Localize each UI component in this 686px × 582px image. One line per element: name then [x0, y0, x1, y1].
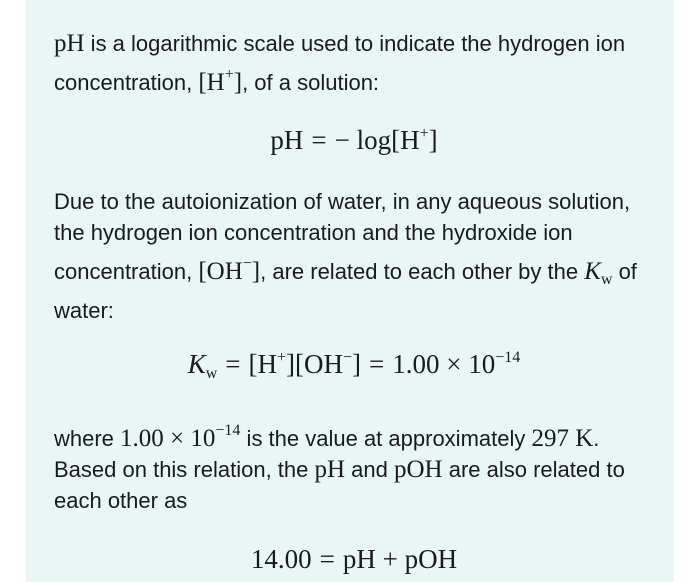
intro-paragraph [54, 28, 654, 98]
content-card [26, 0, 674, 582]
relation-paragraph: where $1.00 \times 10^{-14}$ is the value at approximately 297 K. Based on this relation, the pH and pOH are also related to each other as [54, 422, 625, 513]
ph-symbol: pH [54, 30, 85, 57]
ph-equation: pH = − log[H+] [270, 125, 438, 155]
h-ion-symbol: [H+] [198, 66, 243, 96]
temperature: 297 K [531, 425, 594, 452]
ph-poh-equation: 14.00 = pH + pOH [250, 544, 458, 574]
intro-text-a: is a logarithmic scale used to indicate the hydrogen ion concentration, [54, 31, 626, 95]
kw-value: $1.00 \times 10^{-14}$ [120, 422, 241, 452]
poh-term: pOH [394, 456, 443, 483]
intro-text-b: , of a solution: [242, 70, 380, 95]
kw-equation: $K_w = [H^+][OH^-] = 1.00 \times 10^{-14}$ [187, 349, 521, 382]
autoionization-paragraph: Due to the autoionization of water, in any aqueous solution, the hydrogen ion concentration and the hydroxide ion concentration, [OH−], are related to each other by the $K_w$ of water: [54, 189, 637, 323]
ph-term: pH [314, 456, 346, 483]
oh-ion-symbol: [OH−] [198, 255, 261, 285]
kw-symbol: $K_w$ [584, 258, 613, 288]
